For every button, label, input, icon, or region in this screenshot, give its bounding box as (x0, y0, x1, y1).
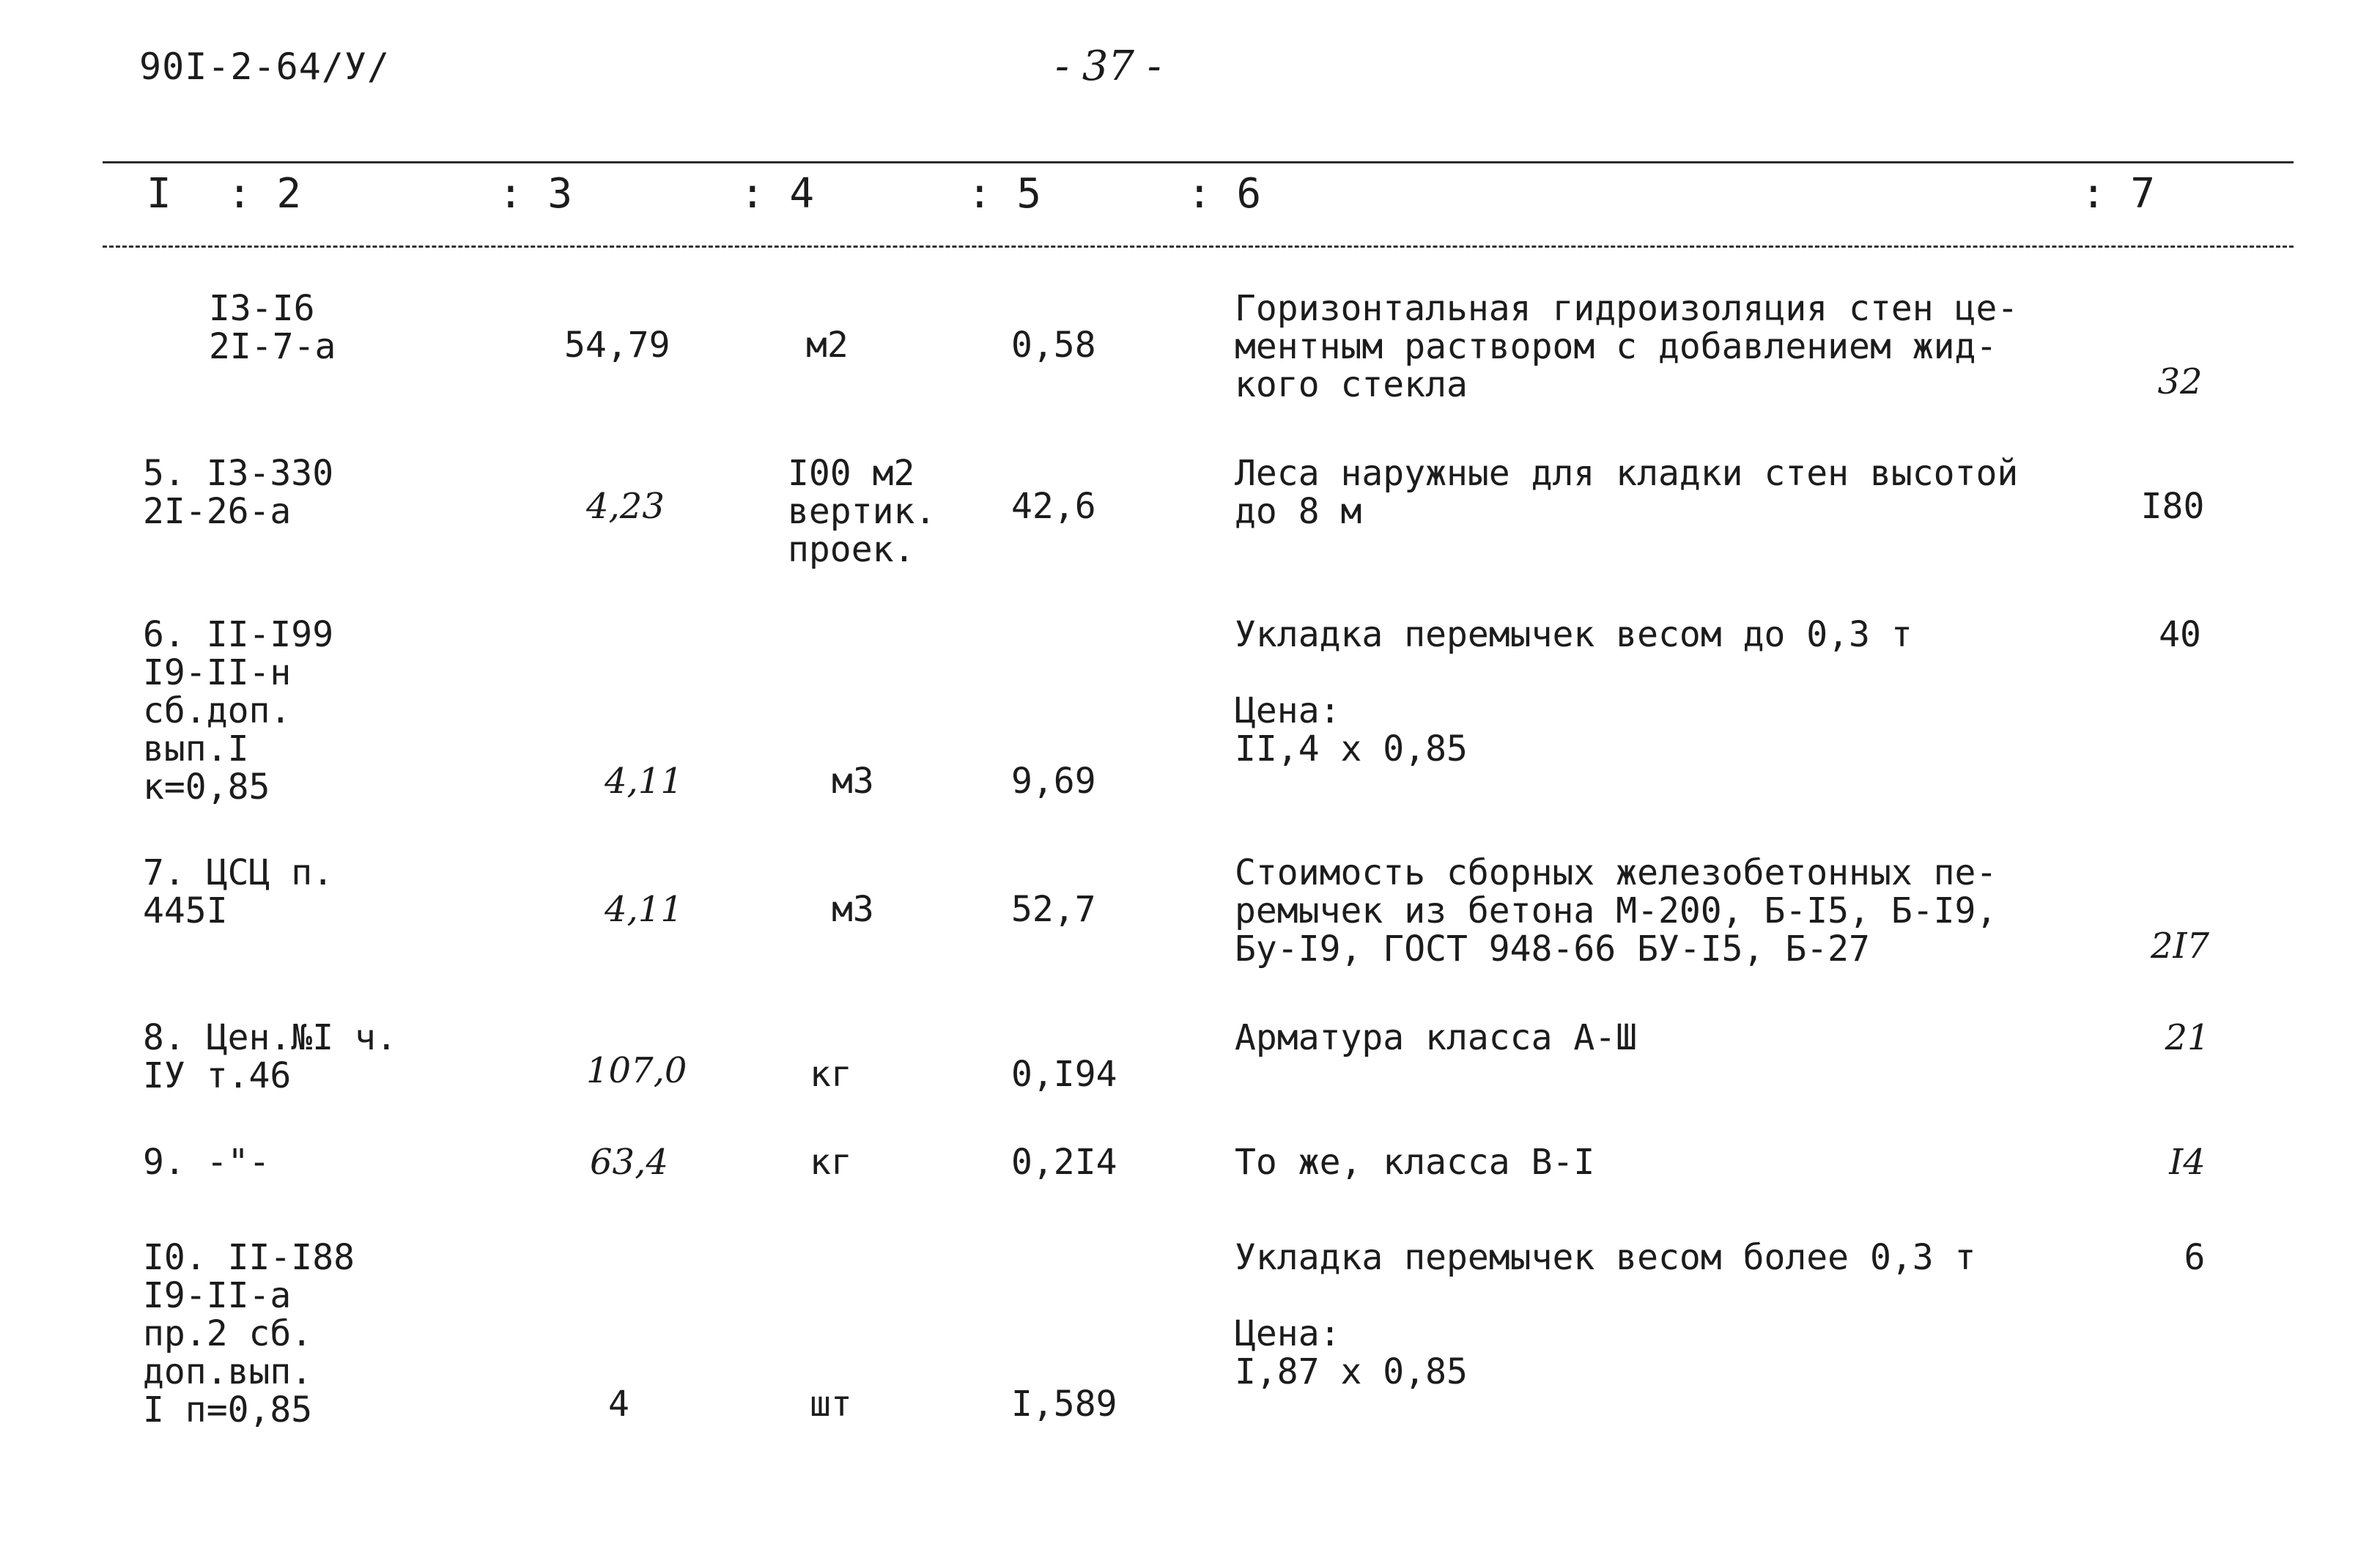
row-description-cell: То же, класса В-I (1235, 1142, 1595, 1183)
row-price-cell: 9,69 (1011, 761, 1096, 802)
row-code-cell: 9. -"- (143, 1142, 270, 1183)
row-total-cell: 32 (2157, 361, 2203, 402)
column-header-5: : 5 (967, 170, 1042, 218)
row-total-cell: 2I7 (2150, 926, 2210, 967)
page-number: - 37 - (1055, 43, 1161, 90)
column-header-2: : 2 (227, 170, 302, 218)
row-description-cell: Укладка перемычек весом до 0,3 т Цена: II,4 x 0,85 (1235, 614, 1912, 769)
row-description-cell: Арматура класса А-Ш (1235, 1017, 1638, 1058)
row-unit-cell: м3 (832, 761, 874, 802)
row-qty-cell: 4,23 (586, 486, 665, 527)
row-code-cell: 7. ЦСЦ п. 445I (143, 852, 334, 931)
table-top-rule (103, 161, 2294, 163)
row-total-cell: I80 (2140, 486, 2205, 527)
row-qty-cell: 4,11 (605, 761, 683, 802)
column-header-6: : 6 (1187, 170, 1262, 218)
row-description-cell: Укладка перемычек весом более 0,3 т Цена: I,87 x 0,85 (1235, 1237, 1976, 1392)
row-unit-cell: кг (810, 1142, 852, 1183)
row-unit-cell: м3 (832, 889, 874, 930)
row-code-cell: I3-I6 2I-7-а (209, 288, 336, 367)
row-qty-cell: 107,0 (586, 1050, 687, 1091)
row-price-cell: 0,I94 (1011, 1054, 1117, 1095)
row-price-cell: 42,6 (1011, 486, 1096, 527)
row-code-cell: 6. II-I99 I9-II-н сб.доп. вып.I к=0,85 (143, 614, 334, 808)
table-bottom-rule (103, 245, 2294, 248)
row-description-cell: Стоимость сборных железобетонных пе- ремычек из бетона М-200, Б-I5, Б-I9, Бу-I9, ГОСТ 948-66 БУ-I5, Б-27 (1235, 852, 1998, 970)
row-price-cell: 0,2I4 (1011, 1142, 1117, 1183)
row-price-cell: 0,58 (1011, 325, 1096, 366)
document-code: 90I-2-64/У/ (139, 45, 391, 88)
row-unit-cell: шт (810, 1384, 852, 1425)
row-total-cell: 21 (2165, 1017, 2210, 1058)
column-header-3: : 3 (498, 170, 573, 218)
row-qty-cell: 4,11 (605, 889, 683, 930)
row-unit-cell: кг (810, 1054, 852, 1095)
row-qty-cell: 4 (608, 1384, 629, 1425)
row-total-cell: 6 (2184, 1237, 2206, 1278)
row-code-cell: 5. I3-330 2I-26-а (143, 453, 334, 532)
row-description-cell: Горизонтальная гидроизоляция стен це- ментным раствором с добавлением жид- кого стекла (1235, 288, 2019, 405)
row-price-cell: I,589 (1011, 1384, 1117, 1425)
column-header-7: : 7 (2081, 170, 2156, 218)
row-code-cell: I0. II-I88 I9-II-а пр.2 сб. доп.вып. I п=0,85 (143, 1237, 355, 1430)
row-description-cell: Леса наружные для кладки стен высотой до 8 м (1235, 453, 2019, 532)
row-qty-cell: 54,79 (564, 325, 670, 366)
row-code-cell: 8. Цен.№I ч. IУ т.46 (143, 1017, 397, 1096)
row-price-cell: 52,7 (1011, 889, 1096, 930)
row-qty-cell: 63,4 (590, 1142, 668, 1183)
row-unit-cell: м2 (806, 325, 849, 366)
row-total-cell: I4 (2169, 1142, 2206, 1183)
row-total-cell: 40 (2159, 614, 2201, 655)
row-unit-cell: I00 м2 вертик. проек. (788, 453, 936, 570)
column-header-4: : 4 (740, 170, 815, 218)
column-header-1: I (147, 170, 171, 218)
